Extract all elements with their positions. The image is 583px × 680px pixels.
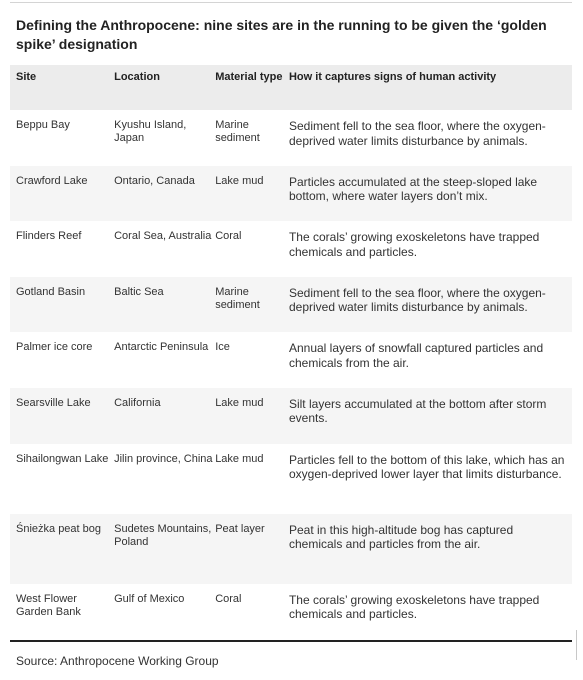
cell-location: Baltic Sea <box>114 277 215 333</box>
cell-location: Antarctic Peninsula <box>114 341 209 354</box>
cell-site: Gotland Basin <box>10 277 114 333</box>
cell-how: Particles fell to the bottom of this lake, which has an oxygen-deprived lower layer that limits disturbance. <box>288 452 565 482</box>
cell-site: West Flower Garden Bank <box>16 592 81 618</box>
cell-location: Coral Sea, Australia <box>114 230 212 243</box>
cell-how: Particles accumulated at the steep-sloped lake bottom, where water layers don’t mix. <box>289 166 572 222</box>
table-bottom-rule <box>10 640 572 642</box>
cell-material: Lake mud <box>215 452 264 465</box>
cell-site: Crawford Lake <box>10 166 114 222</box>
cell-site: Flinders Reef <box>16 230 82 243</box>
cell-site: Beppu Bay <box>16 119 70 131</box>
edge-divider <box>576 630 577 660</box>
cell-material: Lake mud <box>215 166 289 222</box>
header-material-type: Material type <box>215 65 289 110</box>
cell-material: Coral <box>215 592 242 605</box>
cell-material: Ice <box>215 341 230 354</box>
cell-site: Śnieżka peat bog <box>10 514 114 584</box>
cell-how: Annual layers of snowfall captured particles and chemicals from the air. <box>288 341 544 370</box>
sites-table <box>10 65 572 639</box>
header-location: Location <box>114 65 215 110</box>
cell-site: Searsville Lake <box>10 388 114 444</box>
cell-how: Peat in this high-altitude bog has captured chemicals and particles from the air. <box>289 514 572 584</box>
cell-material: Peat layer <box>215 514 289 584</box>
cell-how: Sediment fell to the sea floor, where the oxygen-deprived water limits disturbance by animals. <box>289 277 572 333</box>
cell-material: Lake mud <box>215 388 289 444</box>
cell-location: Ontario, Canada <box>114 166 215 222</box>
table-row <box>10 166 572 222</box>
cell-material: Marine sediment <box>215 119 260 144</box>
cell-location: Gulf of Mexico <box>114 592 185 605</box>
header-site: Site <box>10 65 114 110</box>
top-rule <box>10 2 572 3</box>
table-row <box>10 388 572 444</box>
cell-how: Silt layers accumulated at the bottom after storm events. <box>289 388 572 444</box>
table-row <box>10 221 572 277</box>
cell-how: The corals’ growing exoskeletons have trapped chemicals and particles. <box>288 592 540 622</box>
cell-location: California <box>114 388 215 444</box>
cell-location: Kyushu Island, Japan <box>114 119 187 144</box>
table-row <box>10 444 572 514</box>
table-row <box>10 110 572 166</box>
cell-how: Sediment fell to the sea floor, where the oxygen-deprived water limits disturbance by animals. <box>288 119 546 148</box>
header-how-captures: How it captures signs of human activity <box>289 65 572 110</box>
source-note: Source: Anthropocene Working Group <box>16 654 219 668</box>
table-row <box>10 332 572 388</box>
cell-location: Sudetes Mountains, Poland <box>114 514 215 584</box>
cell-material: Marine sediment <box>215 277 289 333</box>
table-row <box>10 584 572 640</box>
table-header-row <box>10 65 572 110</box>
cell-location: Jilin province, China <box>114 452 213 465</box>
cell-site: Sihailongwan Lake <box>16 452 109 465</box>
cell-how: The corals’ growing exoskeletons have trapped chemicals and particles. <box>288 230 540 259</box>
page-title: Defining the Anthropocene: nine sites are in the running to be given the ‘golden spike’ designation <box>16 17 547 52</box>
cell-site: Palmer ice core <box>16 341 93 354</box>
cell-material: Coral <box>215 230 242 243</box>
table-row <box>10 277 572 333</box>
table-row <box>10 514 572 584</box>
